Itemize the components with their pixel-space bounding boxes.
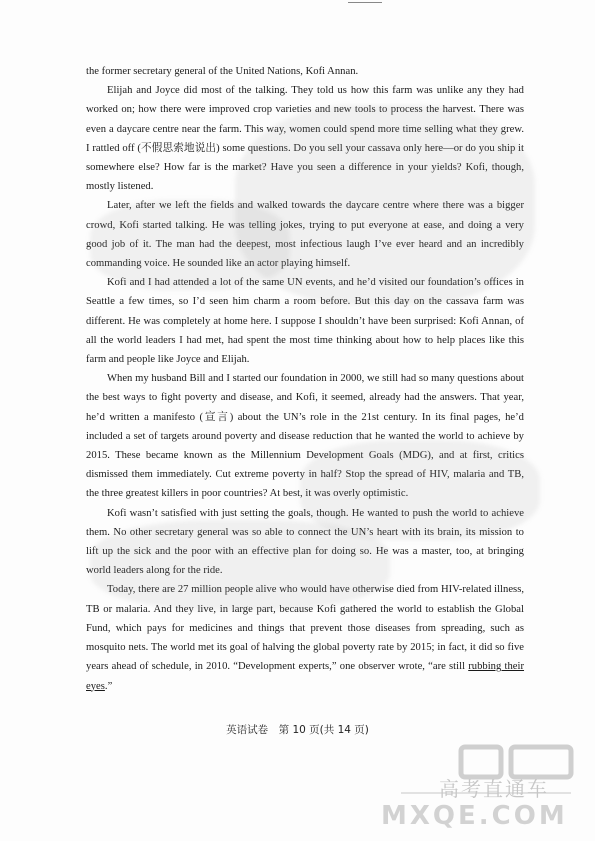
paragraph-5: When my husband Bill and I started our foundation in 2000, we still had so many questions about the best ways to fight poverty and disease, and Kofi, it seemed, already had the answers. That year, he’d written a manifesto (宣言) about the UN’s role in the 21st century. In its final pages, he’d included a set of targets around poverty and disease reduction that he wanted the world to achieve by 2015. These became known as the Millennium Development Goals (MDG), and at first, critics dismissed them immediately. Cut extreme poverty in half? Stop the spread of HIV, malaria and TB, the three greatest killers in poor countries? At best, it was overly optimistic.	[86, 373, 524, 500]
top-scan-line	[348, 2, 382, 3]
watermark	[381, 743, 581, 833]
paragraph-7-tail: .”	[104, 680, 113, 692]
watermark-text: 高考直通车	[439, 777, 549, 801]
paragraph-7	[86, 580, 524, 695]
paragraph-3: Later, after we left the fields and walked towards the daycare centre where there was a bigger crowd, Kofi started talking. He was telling jokes, trying to put everyone at ease, and doing a very good job of it. The man had the deepest, most infectious laugh I’ve ever heard and an incredibly commanding voice. He sounded like an actor playing himself.	[86, 200, 524, 270]
paragraph-2: Elijah and Joyce did most of the talking. They told us how this farm was unlike any they had worked on; how there were improved crop varieties and new tools to process the harvest. There was even a daycare centre near the farm. This way, women could spend more time selling what they grew. I rattled off (不假思索地说出) some questions. Do you sell your cassava only here—or do you ship it somewhere else? How far is the market? Have you seen a difference in your yields? Kofi, though, mostly listened.	[86, 85, 524, 193]
paragraph-7-text: Today, there are 27 million people alive who would have otherwise died from HIV-related illness, TB or malaria. And they live, in large part, because Kofi gathered the world to establish the Global Fund, which pays for medicines and things that prevent those diseases from spreading, such as mosquito nets. The world met its goal of halving the global poverty rate by 2015; in fact, it did so five years ahead of schedule, in 2010. “Development experts,” one observer wrote, “are still	[86, 584, 524, 673]
watermark-domain: MXQE.COM	[381, 801, 568, 831]
paragraph-6: Kofi wasn’t satisfied with just setting the goals, though. He wanted to push the world to achieve them. No other secretary general was so able to connect the UN’s heart with its brain, its mission to lift up the sick and the poor with an effective plan for doing so. He was a master, too, at bringing world leaders along for the ride.	[86, 507, 524, 577]
page-footer: 英语试卷 第 10 页(共 14 页)	[226, 724, 369, 736]
passage-text	[86, 62, 524, 696]
paragraph-4: Kofi and I had attended a lot of the same UN events, and he’d visited our foundation’s offices in Seattle a few times, so I’d seen him charm a room before. But this day on the cassava farm was different. He was completely at home here. I suppose I shouldn’t have been surprised: Kofi Annan, of all the world leaders I had met, had spent the most time thinking about how to help places like this farm and people like Joyce and Elijah.	[86, 277, 524, 366]
paragraph-1: the former secretary general of the United Nations, Kofi Annan.	[86, 66, 359, 77]
underlined-phrase: rubbing their eyes	[86, 661, 525, 692]
